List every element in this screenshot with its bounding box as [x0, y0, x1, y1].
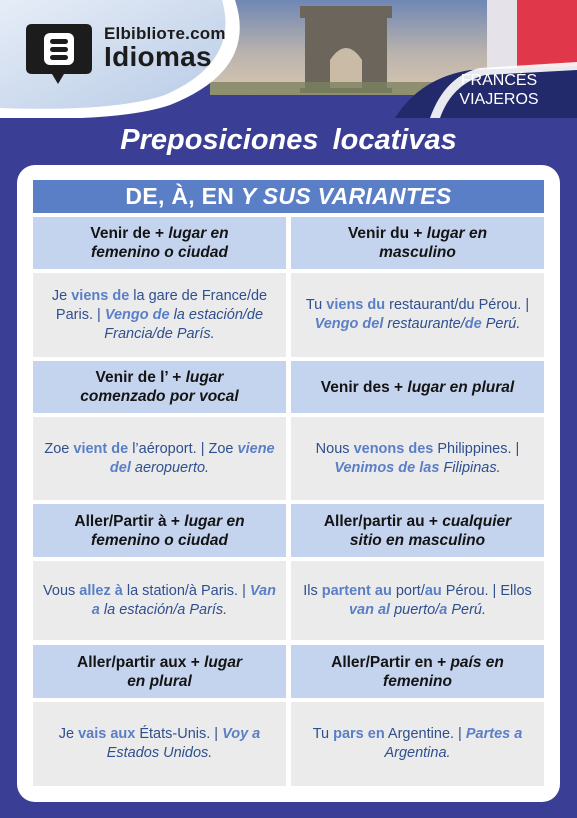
- example-cell: Je viens de la gare de France/de Paris. | Vengo de la estación/de Francia/de París.: [33, 273, 286, 357]
- example-cell: Zoe vient de l’aéroport. | Zoe viene del aeropuerto.: [33, 417, 286, 500]
- example-cell: Vous allez à la station/à Paris. | Van a la estación/a París.: [33, 561, 286, 640]
- badge-language: FRANCÉS: [460, 72, 538, 89]
- rule-cell: Venir de l’ + lugar comenzado por vocal: [33, 361, 286, 413]
- rule-cell: Aller/Partir en + país en femenino: [291, 645, 544, 698]
- level-badge: [444, 71, 554, 109]
- brand-block: [104, 25, 226, 71]
- rule-cell: Aller/partir aux + lugar en plural: [33, 645, 286, 698]
- chat-bubble-logo-icon: [24, 18, 94, 88]
- rule-cell: Venir des + lugar en plural: [291, 361, 544, 413]
- brand-site: Elbiblioте.com: [104, 24, 226, 43]
- example-cell: Nous venons des Philippines. | Venimos de las Filipinas.: [291, 417, 544, 500]
- brand-name: Idiomas: [104, 41, 212, 72]
- table-title: [33, 180, 544, 213]
- rule-cell: Venir du + lugar en masculino: [291, 217, 544, 269]
- arc-de-triomphe-image: [300, 6, 392, 93]
- header: [0, 0, 577, 118]
- badge-topic: VIAJEROS: [459, 91, 539, 108]
- table-title-main: DE, À, EN: [125, 183, 241, 209]
- page-title: Preposiciones locativas: [120, 124, 457, 156]
- rule-cell: Aller/Partir à + lugar en femenino o ciudad: [33, 504, 286, 557]
- example-cell: Je vais aux États-Unis. | Voy a Estados Unidos.: [33, 702, 286, 786]
- rule-cell: Venir de + lugar en femenino o ciudad: [33, 217, 286, 269]
- example-cell: Tu pars en Argentine. | Partes a Argentina.: [291, 702, 544, 786]
- table-title-italic: Y SUS VARIANTES: [240, 183, 452, 209]
- example-cell: Tu viens du restaurant/du Pérou. | Vengo del restaurante/de Perú.: [291, 273, 544, 357]
- example-cell: Ils partent au port/au Pérou. | Ellos van al puerto/a Perú.: [291, 561, 544, 640]
- rule-cell: Aller/partir au + cualquier sitio en masculino: [291, 504, 544, 557]
